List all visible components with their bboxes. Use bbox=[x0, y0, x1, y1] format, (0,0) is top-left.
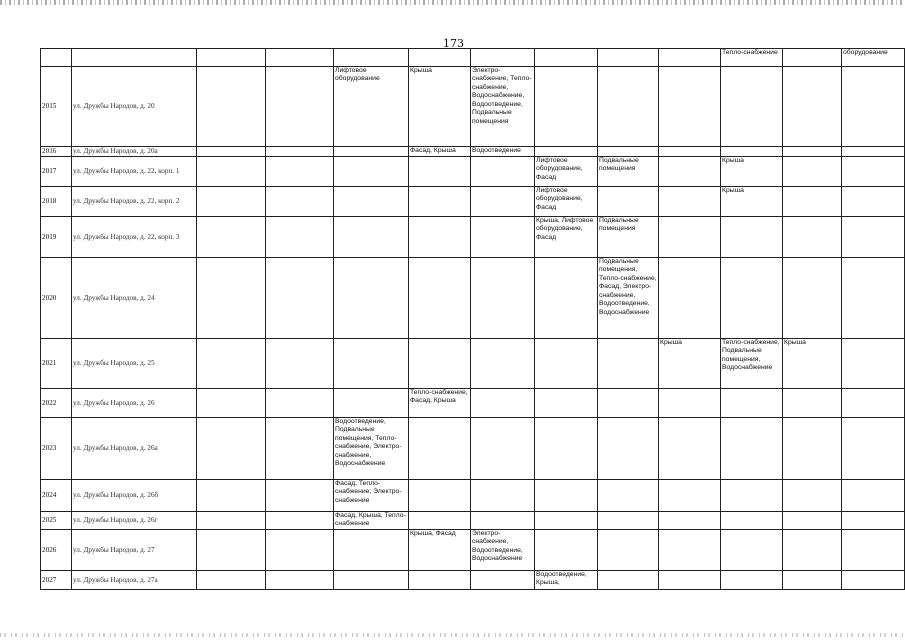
empty-cell bbox=[842, 530, 905, 571]
work-type-cell bbox=[783, 217, 842, 258]
table-row bbox=[41, 67, 905, 147]
work-type-cell bbox=[659, 480, 721, 512]
work-type-cell: Электро-снабжение, Водоотведение, Водоснабжение bbox=[471, 530, 535, 571]
header-cell bbox=[783, 49, 842, 67]
repair-schedule-table bbox=[40, 48, 905, 590]
work-type-cell bbox=[197, 147, 266, 157]
work-type-cell: Водоотведение bbox=[471, 147, 535, 157]
work-type-cell bbox=[409, 571, 471, 590]
work-type-cell bbox=[721, 512, 783, 530]
work-type-cell bbox=[721, 389, 783, 418]
building-address: ул. Дружбы Народов, д. 27а bbox=[72, 571, 197, 590]
building-address: ул. Дружбы Народов, д. 24 bbox=[72, 258, 197, 339]
work-type-cell bbox=[535, 258, 598, 339]
work-type-cell bbox=[659, 571, 721, 590]
work-type-cell bbox=[659, 187, 721, 217]
work-type-cell bbox=[471, 418, 535, 480]
work-type-cell bbox=[598, 67, 659, 147]
building-address: ул. Дружбы Народов, д. 20а bbox=[72, 147, 197, 157]
work-type-cell bbox=[535, 147, 598, 157]
building-address: ул. Дружбы Народов, д. 22, корп. 2 bbox=[72, 187, 197, 217]
empty-cell bbox=[842, 157, 905, 187]
scan-noise-bottom bbox=[0, 633, 905, 637]
work-type-cell bbox=[266, 530, 334, 571]
row-number: 2016 bbox=[41, 147, 72, 157]
work-type-cell bbox=[471, 187, 535, 217]
building-address: ул. Дружбы Народов, д. 25 bbox=[72, 339, 197, 389]
work-type-cell: Лифтовое оборудование, Фасад bbox=[535, 187, 598, 217]
header-cell: Тепло-снабжение bbox=[721, 49, 783, 67]
work-type-cell bbox=[197, 571, 266, 590]
work-type-cell bbox=[334, 571, 409, 590]
work-type-cell bbox=[266, 389, 334, 418]
work-type-cell bbox=[783, 571, 842, 590]
scan-noise-top bbox=[0, 0, 905, 5]
work-type-cell bbox=[783, 480, 842, 512]
work-type-cell bbox=[266, 339, 334, 389]
work-type-cell bbox=[783, 512, 842, 530]
work-type-cell bbox=[659, 530, 721, 571]
work-type-cell bbox=[409, 258, 471, 339]
work-type-cell bbox=[659, 389, 721, 418]
work-type-cell bbox=[535, 389, 598, 418]
work-type-cell bbox=[598, 187, 659, 217]
row-number: 2025 bbox=[41, 512, 72, 530]
work-type-cell bbox=[471, 480, 535, 512]
work-type-cell bbox=[721, 147, 783, 157]
table-row bbox=[41, 530, 905, 571]
work-type-cell bbox=[197, 530, 266, 571]
building-address: ул. Дружбы Народов, д. 27 bbox=[72, 530, 197, 571]
work-type-cell bbox=[659, 418, 721, 480]
work-type-cell: Электро-снабжение, Тепло-снабжение, Водоснабжение, Водоотведение, Подвальные помещения bbox=[471, 67, 535, 147]
header-cell bbox=[334, 49, 409, 67]
work-type-cell bbox=[659, 512, 721, 530]
work-type-cell bbox=[266, 147, 334, 157]
work-type-cell: Крыша bbox=[721, 157, 783, 187]
work-type-cell bbox=[197, 339, 266, 389]
work-type-cell bbox=[721, 571, 783, 590]
work-type-cell bbox=[266, 258, 334, 339]
work-type-cell bbox=[783, 67, 842, 147]
building-address: ул. Дружбы Народов, д. 22, корп. 1 bbox=[72, 157, 197, 187]
building-address: ул. Дружбы Народов, д. 20 bbox=[72, 67, 197, 147]
work-type-cell bbox=[535, 339, 598, 389]
work-type-cell bbox=[659, 67, 721, 147]
work-type-cell bbox=[721, 217, 783, 258]
work-type-cell bbox=[598, 480, 659, 512]
work-type-cell bbox=[659, 147, 721, 157]
row-number: 2022 bbox=[41, 389, 72, 418]
header-cell bbox=[41, 49, 72, 67]
table-row bbox=[41, 187, 905, 217]
work-type-cell bbox=[659, 217, 721, 258]
work-type-cell bbox=[471, 389, 535, 418]
work-type-cell: Подвальные помещения bbox=[598, 217, 659, 258]
work-type-cell: Крыша, Лифтовое оборудование, Фасад bbox=[535, 217, 598, 258]
work-type-cell bbox=[409, 418, 471, 480]
work-type-cell bbox=[266, 480, 334, 512]
work-type-cell: Лифтовое оборудование bbox=[334, 67, 409, 147]
work-type-cell: Тепло-снабжение, Подвальные помещения, Водоснабжение bbox=[721, 339, 783, 389]
work-type-cell bbox=[721, 530, 783, 571]
building-address: ул. Дружбы Народов, д. 26а bbox=[72, 418, 197, 480]
work-type-cell bbox=[535, 530, 598, 571]
work-type-cell bbox=[334, 217, 409, 258]
work-type-cell bbox=[197, 217, 266, 258]
work-type-cell bbox=[197, 157, 266, 187]
header-cell bbox=[409, 49, 471, 67]
work-type-cell bbox=[598, 147, 659, 157]
work-type-cell: Крыша bbox=[409, 67, 471, 147]
row-number: 2024 bbox=[41, 480, 72, 512]
row-number: 2021 bbox=[41, 339, 72, 389]
header-cell bbox=[266, 49, 334, 67]
work-type-cell bbox=[721, 67, 783, 147]
work-type-cell: Тепло-снабжение, Фасад, Крыша bbox=[409, 389, 471, 418]
table-row bbox=[41, 217, 905, 258]
work-type-cell: Крыша bbox=[721, 187, 783, 217]
work-type-cell bbox=[471, 571, 535, 590]
page-number: 173 bbox=[443, 37, 464, 50]
work-type-cell: Крыша, Фасад bbox=[409, 530, 471, 571]
work-type-cell bbox=[783, 187, 842, 217]
row-number: 2027 bbox=[41, 571, 72, 590]
work-type-cell bbox=[334, 157, 409, 187]
work-type-cell bbox=[783, 147, 842, 157]
work-type-cell bbox=[721, 258, 783, 339]
work-type-cell bbox=[598, 339, 659, 389]
work-type-cell bbox=[471, 512, 535, 530]
table-row bbox=[41, 512, 905, 530]
table-row bbox=[41, 147, 905, 157]
table-row bbox=[41, 389, 905, 418]
work-type-cell bbox=[266, 418, 334, 480]
work-type-cell bbox=[598, 571, 659, 590]
work-type-cell bbox=[409, 187, 471, 217]
work-type-cell bbox=[197, 67, 266, 147]
header-cell bbox=[197, 49, 266, 67]
empty-cell bbox=[842, 147, 905, 157]
work-type-cell bbox=[266, 157, 334, 187]
row-number: 2017 bbox=[41, 157, 72, 187]
work-type-cell bbox=[471, 217, 535, 258]
work-type-cell bbox=[197, 258, 266, 339]
work-type-cell bbox=[659, 258, 721, 339]
table-row bbox=[41, 339, 905, 389]
empty-cell bbox=[842, 418, 905, 480]
empty-cell bbox=[842, 67, 905, 147]
building-address: ул. Дружбы Народов, д. 22, корп. 3 bbox=[72, 217, 197, 258]
work-type-cell bbox=[409, 157, 471, 187]
work-type-cell bbox=[334, 258, 409, 339]
header-cell bbox=[659, 49, 721, 67]
work-type-cell bbox=[471, 339, 535, 389]
work-type-cell bbox=[197, 480, 266, 512]
work-type-cell bbox=[598, 530, 659, 571]
work-type-cell bbox=[783, 418, 842, 480]
work-type-cell bbox=[266, 571, 334, 590]
work-type-cell: Подвальные помещения bbox=[598, 157, 659, 187]
row-number: 2018 bbox=[41, 187, 72, 217]
empty-cell bbox=[842, 571, 905, 590]
work-type-cell bbox=[409, 480, 471, 512]
work-type-cell bbox=[334, 389, 409, 418]
row-number: 2019 bbox=[41, 217, 72, 258]
work-type-cell bbox=[598, 389, 659, 418]
work-type-cell: Водоотведение, Крыша, bbox=[535, 571, 598, 590]
work-type-cell: Крыша bbox=[659, 339, 721, 389]
work-type-cell bbox=[197, 389, 266, 418]
row-number: 2026 bbox=[41, 530, 72, 571]
header-cell bbox=[535, 49, 598, 67]
table-row bbox=[41, 480, 905, 512]
building-address: ул. Дружбы Народов, д. 26б bbox=[72, 480, 197, 512]
work-type-cell: Фасад, Крыша bbox=[409, 147, 471, 157]
work-type-cell bbox=[409, 339, 471, 389]
table-row bbox=[41, 418, 905, 480]
work-type-cell bbox=[721, 480, 783, 512]
work-type-cell: Крыша bbox=[783, 339, 842, 389]
work-type-cell bbox=[783, 530, 842, 571]
work-type-cell bbox=[535, 418, 598, 480]
work-type-cell bbox=[266, 67, 334, 147]
work-type-cell bbox=[409, 512, 471, 530]
work-type-cell bbox=[197, 418, 266, 480]
empty-cell bbox=[842, 217, 905, 258]
work-type-cell bbox=[783, 389, 842, 418]
table-row bbox=[41, 157, 905, 187]
work-type-cell: Фасад, Крыша, Тепло-снабжение bbox=[334, 512, 409, 530]
empty-cell bbox=[842, 339, 905, 389]
work-type-cell bbox=[471, 258, 535, 339]
work-type-cell bbox=[598, 512, 659, 530]
header-cell bbox=[598, 49, 659, 67]
empty-cell bbox=[842, 512, 905, 530]
work-type-cell: Подвальные помещения, Тепло-снабжение, Фасад, Электро-снабжение, Водоотведение, Водоснабжение bbox=[598, 258, 659, 339]
row-number: 2020 bbox=[41, 258, 72, 339]
table-header-row bbox=[41, 49, 905, 67]
empty-cell bbox=[842, 389, 905, 418]
work-type-cell bbox=[598, 418, 659, 480]
empty-cell bbox=[842, 187, 905, 217]
work-type-cell bbox=[334, 339, 409, 389]
work-type-cell bbox=[266, 512, 334, 530]
work-type-cell bbox=[266, 217, 334, 258]
work-type-cell bbox=[266, 187, 334, 217]
work-type-cell: Лифтовое оборудование, Фасад bbox=[535, 157, 598, 187]
work-type-cell bbox=[334, 530, 409, 571]
work-type-cell: Водоотведение, Подвальные помещения, Тепло-снабжение, Электро-снабжение, Водоснабжение bbox=[334, 418, 409, 480]
work-type-cell bbox=[659, 157, 721, 187]
table-row bbox=[41, 571, 905, 590]
building-address: ул. Дружбы Народов, д. 26 bbox=[72, 389, 197, 418]
work-type-cell bbox=[535, 512, 598, 530]
work-type-cell bbox=[535, 67, 598, 147]
header-cell bbox=[72, 49, 197, 67]
work-type-cell bbox=[334, 147, 409, 157]
work-type-cell bbox=[197, 187, 266, 217]
empty-cell bbox=[842, 258, 905, 339]
work-type-cell bbox=[535, 480, 598, 512]
table-row bbox=[41, 258, 905, 339]
work-type-cell bbox=[721, 418, 783, 480]
empty-cell bbox=[842, 480, 905, 512]
work-type-cell: Фасад, Тепло-снабжение, Электро-снабжение bbox=[334, 480, 409, 512]
row-number: 2023 bbox=[41, 418, 72, 480]
header-cell bbox=[471, 49, 535, 67]
work-type-cell bbox=[409, 217, 471, 258]
row-number: 2015 bbox=[41, 67, 72, 147]
work-type-cell bbox=[783, 157, 842, 187]
header-cell: оборудование bbox=[842, 49, 905, 67]
building-address: ул. Дружбы Народов, д. 26г bbox=[72, 512, 197, 530]
work-type-cell bbox=[783, 258, 842, 339]
work-type-cell bbox=[197, 512, 266, 530]
work-type-cell bbox=[334, 187, 409, 217]
work-type-cell bbox=[471, 157, 535, 187]
